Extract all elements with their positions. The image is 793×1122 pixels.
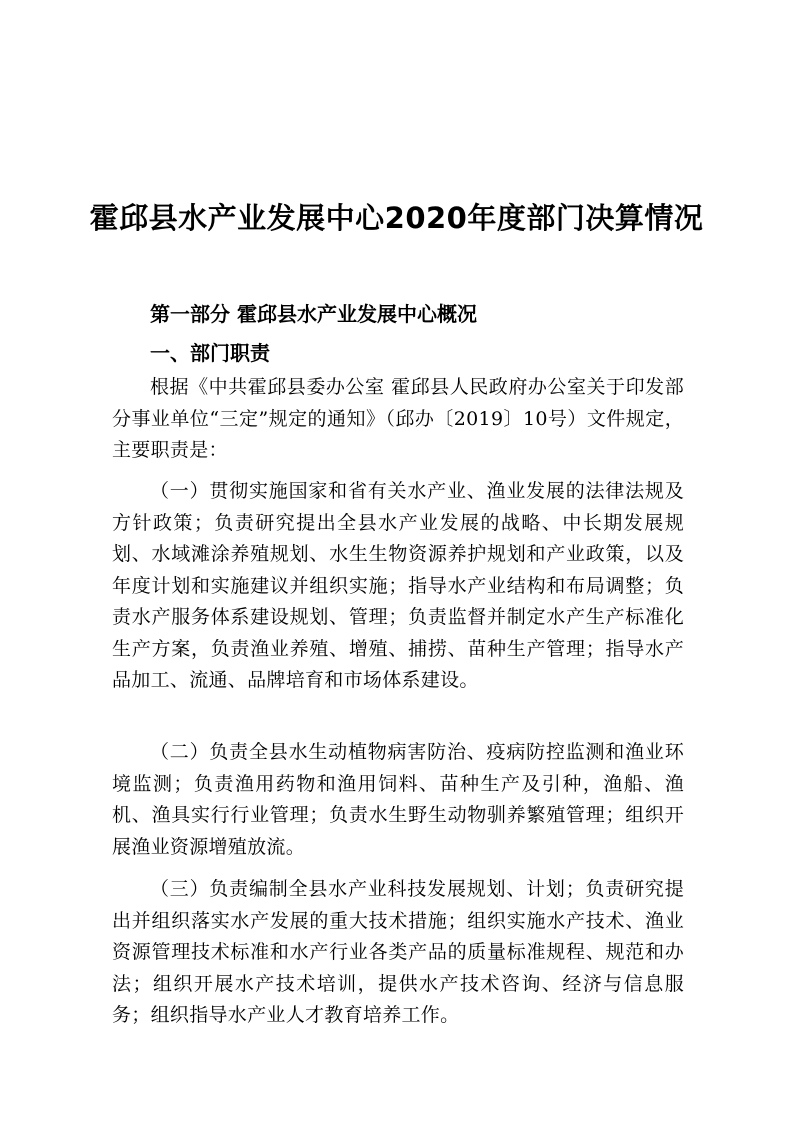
- paragraph-duty-3: （三）负责编制全县水产业科技发展规划、计划；负责研究提出并组织落实水产发展的重大技术措施；组织实施水产技术、渔业资源管理技术标准和水产行业各类产品的质量标准规程、规范和办法；组织开展水产技术培训，提供水产技术咨询、经济与信息服务；组织指导水产业人才教育培养工作。: [112, 878, 684, 1026]
- part-heading: 第一部分 霍邱县水产业发展中心概况: [150, 302, 477, 326]
- section-heading: 一、部门职责: [150, 341, 270, 365]
- paragraph-duty-2: （二）负责全县水生动植物病害防治、疫病防控监测和渔业环境监测；负责渔用药物和渔用饲料、苗种生产及引种，渔船、渔机、渔具实行行业管理；负责水生野生动物驯养繁殖管理；组织开展渔业资源增殖放流。: [112, 741, 684, 858]
- paragraph-intro: 根据《中共霍邱县委办公室 霍邱县人民政府办公室关于印发部分事业单位“三定”规定的通知》（邱办〔2019〕10号）文件规定，主要职责是：: [112, 376, 684, 461]
- paragraph-duty-1: （一）贯彻实施国家和省有关水产业、渔业发展的法律法规及方针政策；负责研究提出全县水产业发展的战略、中长期发展规划、水域滩涂养殖规划、水生生物资源养护规划和产业政策，以及年度计划和实施建议并组织实施；指导水产业结构和布局调整；负责水产服务体系建设规划、管理；负责监督并制定水产生产标准化生产方案，负责渔业养殖、增殖、捕捞、苗种生产管理；指导水产品加工、流通、品牌培育和市场体系建设。: [112, 480, 684, 691]
- document-title: 霍邱县水产业发展中心2020年度部门决算情况: [89, 201, 704, 235]
